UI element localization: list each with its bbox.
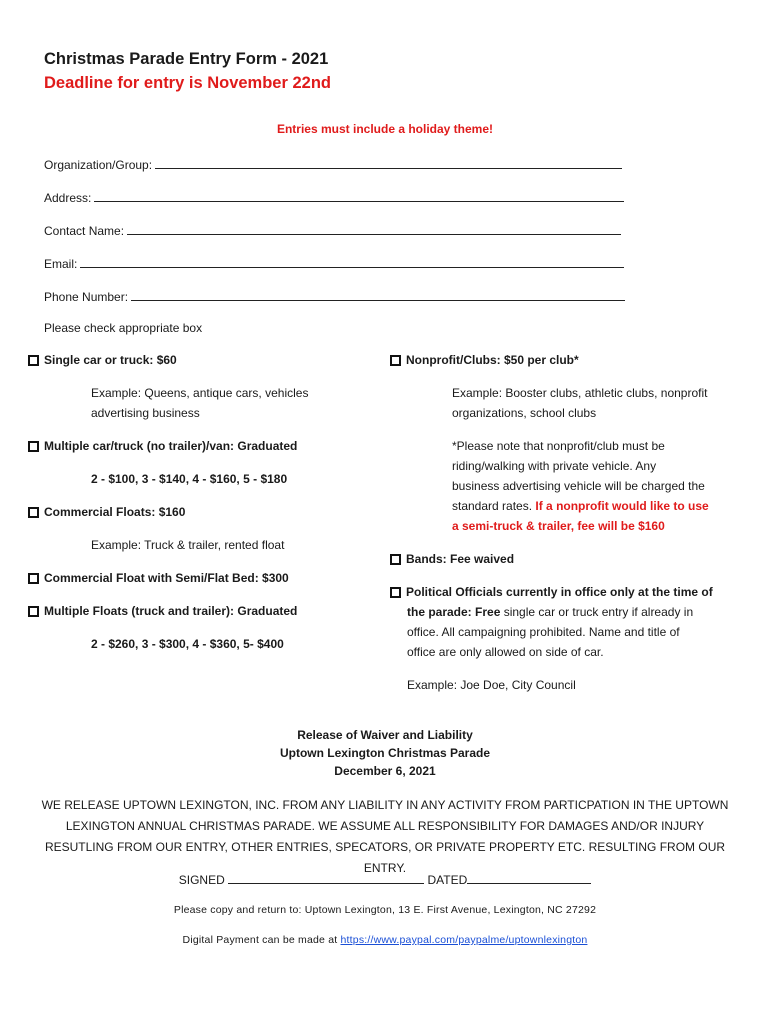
nonprofit-note-3: business advertising vehicle will be charged the bbox=[452, 479, 705, 493]
email-input-line[interactable] bbox=[80, 255, 624, 268]
option-label: Commercial Floats: $160 bbox=[44, 505, 186, 519]
phone-input-line[interactable] bbox=[131, 288, 625, 301]
semi-float-checkbox[interactable] bbox=[28, 573, 39, 584]
option-multiple-car bbox=[28, 439, 297, 453]
payment-row bbox=[0, 934, 770, 946]
multiple-floats-prices: 2 - $260, 3 - $300, 4 - $360, 5- $400 bbox=[91, 637, 284, 651]
release-date: December 6, 2021 bbox=[334, 764, 436, 778]
option-semi-float bbox=[28, 571, 289, 585]
multiple-car-prices: 2 - $100, 3 - $140, 4 - $160, 5 - $180 bbox=[91, 472, 288, 486]
option-label: Political Officials currently in office only at the time of bbox=[406, 585, 713, 599]
option-label: Single car or truck: $60 bbox=[44, 353, 177, 367]
field-label: Contact Name: bbox=[44, 224, 125, 238]
signature-line[interactable] bbox=[228, 871, 424, 884]
political-line-4: office are only allowed on side of car. bbox=[407, 645, 604, 659]
multiple-car-checkbox[interactable] bbox=[28, 441, 39, 452]
field-address bbox=[44, 189, 624, 205]
release-event: Uptown Lexington Christmas Parade bbox=[279, 746, 491, 760]
multiple-floats-checkbox[interactable] bbox=[28, 606, 39, 617]
payment-label: Digital Payment can be made at bbox=[182, 934, 338, 946]
political-text: single car or truck entry if already in bbox=[503, 605, 694, 619]
political-free-label: the parade: Free bbox=[407, 605, 501, 619]
option-label: Commercial Float with Semi/Flat Bed: $300 bbox=[44, 571, 289, 585]
field-label: Organization/Group: bbox=[44, 158, 153, 172]
form-title: Christmas Parade Entry Form - 2021 bbox=[44, 50, 329, 68]
nonprofit-semi-warning: If a nonprofit would like to use bbox=[535, 499, 709, 513]
dated-label: DATED bbox=[427, 873, 468, 887]
nonprofit-note-5: a semi-truck & trailer, fee will be $160 bbox=[452, 519, 665, 533]
political-line-3: office. All campaigning prohibited. Name and title of bbox=[407, 625, 680, 639]
nonprofit-checkbox[interactable] bbox=[390, 355, 401, 366]
field-label: Email: bbox=[44, 257, 78, 271]
nonprofit-note-4 bbox=[452, 499, 709, 513]
release-title: Release of Waiver and Liability bbox=[297, 728, 473, 742]
option-political bbox=[390, 585, 713, 599]
address-input-line[interactable] bbox=[94, 189, 624, 202]
option-label: Nonprofit/Clubs: $50 per club* bbox=[406, 353, 579, 367]
single-car-example-1: Example: Queens, antique cars, vehicles bbox=[91, 386, 309, 400]
political-example: Example: Joe Doe, City Council bbox=[407, 678, 576, 692]
option-multiple-floats bbox=[28, 604, 297, 618]
field-contact-name bbox=[44, 222, 621, 238]
nonprofit-example-2: organizations, school clubs bbox=[452, 406, 597, 420]
political-checkbox[interactable] bbox=[390, 587, 401, 598]
signed-label: SIGNED bbox=[178, 873, 225, 887]
nonprofit-note-2: riding/walking with private vehicle. Any bbox=[452, 459, 657, 473]
option-nonprofit bbox=[390, 353, 579, 367]
nonprofit-note-text: standard rates. bbox=[452, 499, 533, 513]
contact-name-input-line[interactable] bbox=[127, 222, 621, 235]
single-car-example-2: advertising business bbox=[91, 406, 200, 420]
field-label: Phone Number: bbox=[44, 290, 129, 304]
deadline-notice: Deadline for entry is November 22nd bbox=[44, 74, 332, 92]
option-bands bbox=[390, 552, 514, 566]
political-line-2 bbox=[407, 605, 693, 619]
option-label: Multiple car/truck (no trailer)/van: Graduated bbox=[44, 439, 298, 453]
date-line[interactable] bbox=[467, 871, 591, 884]
commercial-floats-checkbox[interactable] bbox=[28, 507, 39, 518]
field-organization bbox=[44, 156, 622, 172]
bands-checkbox[interactable] bbox=[390, 554, 401, 565]
field-label: Address: bbox=[44, 191, 92, 205]
check-prompt: Please check appropriate box bbox=[44, 321, 203, 335]
option-label: Multiple Floats (truck and trailer): Graduated bbox=[44, 604, 298, 618]
organization-input-line[interactable] bbox=[155, 156, 622, 169]
nonprofit-note-1: *Please note that nonprofit/club must be bbox=[452, 439, 665, 453]
liability-statement: WE RELEASE UPTOWN LEXINGTON, INC. FROM ANY LIABILITY IN ANY ACTIVITY FROM PARTICPATION IN THE UPTOWN LEXINGTON ANNUAL CHRISTMAS PARADE. WE ASSUME ALL RESPONSIBILITY FOR DAMAGES AND/OR INJURY RESUTLING FROM OUR ENTRY, OTHER ENTRIES, SPECATORS, OR PRIVATE PROPERTY ETC. RESULTING FROM OUR ENTRY. bbox=[41, 798, 729, 875]
option-label: Bands: Fee waived bbox=[406, 552, 515, 566]
commercial-floats-example: Example: Truck & trailer, rented float bbox=[91, 538, 285, 552]
option-commercial-floats bbox=[28, 505, 185, 519]
return-address: Please copy and return to: Uptown Lexington, 13 E. First Avenue, Lexington, NC 27292 bbox=[173, 904, 597, 916]
signature-row bbox=[0, 871, 770, 887]
single-car-checkbox[interactable] bbox=[28, 355, 39, 366]
option-single-car bbox=[28, 353, 177, 367]
paypal-link[interactable]: https://www.paypal.com/paypalme/uptownlexington bbox=[340, 934, 588, 946]
field-email bbox=[44, 255, 624, 271]
field-phone bbox=[44, 288, 625, 304]
theme-notice: Entries must include a holiday theme! bbox=[276, 122, 494, 136]
nonprofit-example-1: Example: Booster clubs, athletic clubs, nonprofit bbox=[452, 386, 708, 400]
